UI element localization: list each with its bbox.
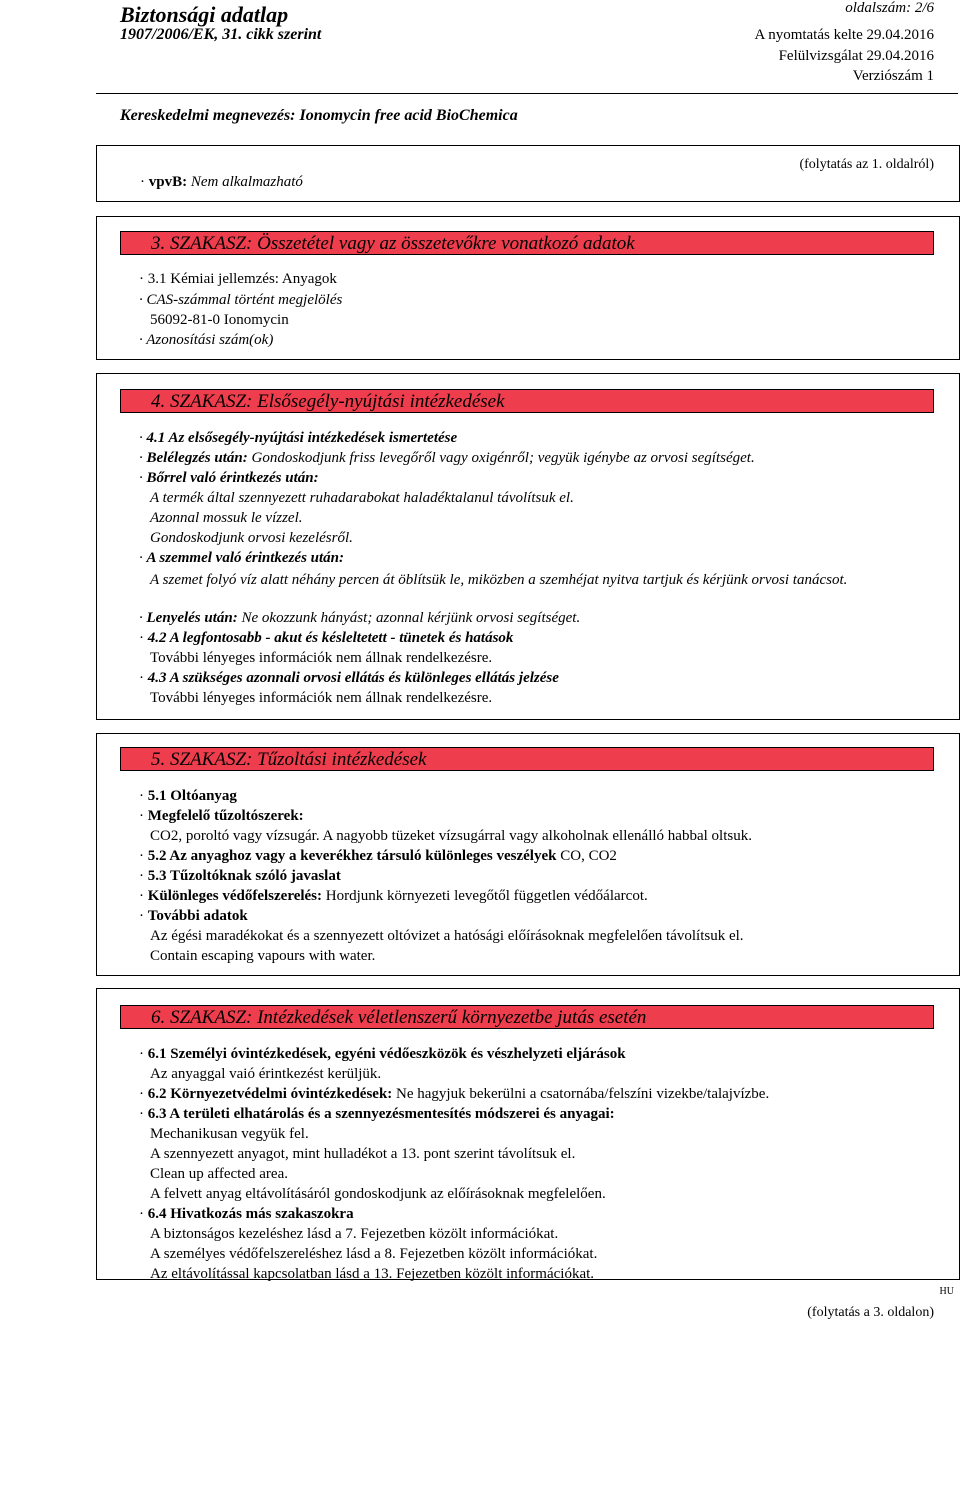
- cas-label: · CAS-számmal történt megjelölés: [139, 292, 343, 308]
- page-number: oldalszám: 2/6: [845, 0, 934, 16]
- section-6-4-text-3: Az eltávolítással kapcsolatban lásd a 13. Fejezetben közölt információkat.: [150, 1266, 595, 1282]
- language-code: HU: [939, 1286, 954, 1297]
- section-3-heading: 3. SZAKASZ: Összetétel vagy az összetevőkre vonatkozó adatok: [120, 231, 934, 255]
- section-5-2: · 5.2 Az anyaghoz vagy a keverékhez társuló különleges veszélyek CO, CO2: [139, 848, 617, 864]
- version-number: Verziószám 1: [852, 68, 934, 84]
- skin-contact-3: Gondoskodjunk orvosi kezelésről.: [150, 530, 353, 546]
- document-title: Biztonsági adatlap: [120, 2, 289, 27]
- eye-contact-text: A szemet folyó víz alatt néhány percen át öblítsük le, miközben a szemhéjat nyitva tartjuk és kérjünk orvosi tanácsot.: [150, 572, 848, 588]
- regulation-reference: 1907/2006/EK, 31. cikk szerint: [120, 26, 322, 43]
- eye-contact-label: · A szemmel való érintkezés után:: [139, 550, 345, 566]
- additional-info-1: Az égési maradékokat és a szennyezett oltóvizet a hatósági előírásoknak megfelelően távolítsuk el.: [150, 928, 744, 944]
- cas-entry: 56092-81-0 Ionomycin: [150, 312, 289, 328]
- section-5-3: · 5.3 Tűzoltóknak szóló javaslat: [139, 868, 341, 884]
- protective-equipment-line: · Különleges védőfelszerelés: Hordjunk környezeti levegőtől független védőálarcot.: [139, 888, 648, 904]
- section-6-heading: 6. SZAKASZ: Intézkedések véletlenszerű környezetbe jutás esetén: [120, 1005, 934, 1029]
- section-4-heading: 4. SZAKASZ: Elsősegély-nyújtási intézkedések: [120, 389, 934, 413]
- suitable-media-label: · Megfelelő tűzoltószerek:: [139, 808, 304, 824]
- header-divider: [96, 93, 958, 94]
- suitable-media-text: CO2, poroltó vagy vízsugár. A nagyobb tüzeket vízsugárral vagy alkoholnak ellenálló habbal oltsuk.: [150, 828, 752, 844]
- section-4-1: · 4.1 Az elsősegély-nyújtási intézkedések ismertetése: [139, 430, 458, 446]
- print-date: A nyomtatás kelte 29.04.2016: [754, 27, 934, 43]
- vpvb-line: · vpvB: Nem alkalmazható: [140, 174, 303, 190]
- section-6-2: · 6.2 Környezetvédelmi óvintézkedések: Ne hagyjuk bekerülni a csatornába/felszíni vizekbe/talajvízbe.: [139, 1086, 770, 1102]
- section-4-2-text: További lényeges információk nem állnak rendelkezésre.: [150, 650, 493, 666]
- section-5-heading: 5. SZAKASZ: Tűzoltási intézkedések: [120, 747, 934, 771]
- skin-contact-2: Azonnal mossuk le vízzel.: [150, 510, 303, 526]
- section-6-3: · 6.3 A területi elhatárolás és a szennyezésmentesítés módszerei és anyagai:: [139, 1106, 615, 1122]
- section-5-1: · 5.1 Oltóanyag: [139, 788, 237, 804]
- section-4-3: · 4.3 A szükséges azonnali orvosi ellátás és különleges ellátás jelzése: [139, 670, 559, 686]
- section-6-3-text-2: A szennyezett anyagot, mint hulladékot a 13. pont szerint távolítsuk el.: [150, 1146, 576, 1162]
- section-4-2: · 4.2 A legfontosabb - akut és késleltetett - tünetek és hatások: [139, 630, 514, 646]
- continued-from-note: (folytatás az 1. oldalról): [799, 157, 934, 172]
- continued-on-note: (folytatás a 3. oldalon): [807, 1305, 934, 1320]
- section-6-3-text-4: A felvett anyag eltávolításáról gondoskodjunk az előírásoknak megfelelően.: [150, 1186, 606, 1202]
- section-6-3-text-3: Clean up affected area.: [150, 1166, 288, 1182]
- section-4-3-text: További lényeges információk nem állnak rendelkezésre.: [150, 690, 493, 706]
- section-6-1: · 6.1 Személyi óvintézkedések, egyéni védőeszközök és vészhelyzeti eljárások: [139, 1046, 626, 1062]
- additional-info-label: · További adatok: [139, 908, 248, 924]
- additional-info-2: Contain escaping vapours with water.: [150, 948, 376, 964]
- skin-contact-1: A termék által szennyezett ruhadarabokat haladéktalanul távolítsuk el.: [150, 490, 574, 506]
- inhalation-line: · Belélegzés után: Gondoskodjunk friss levegőről vagy oxigénről; vegyük igénybe az orvosi segítséget.: [139, 450, 755, 466]
- section-6-4-text-2: A személyes védőfelszereléshez lásd a 8. Fejezetben közölt információkat.: [150, 1246, 598, 1262]
- skin-contact-label: · Bőrrel való érintkezés után:: [139, 470, 319, 486]
- section-3-1: · 3.1 Kémiai jellemzés: Anyagok: [139, 271, 337, 287]
- section-6-4: · 6.4 Hivatkozás más szakaszokra: [139, 1206, 354, 1222]
- identification-numbers: · Azonosítási szám(ok): [139, 332, 274, 348]
- revision-date: Felülvizsgálat 29.04.2016: [778, 48, 934, 64]
- section-6-1-text: Az anyaggal vaió érintkezést kerüljük.: [150, 1066, 382, 1082]
- section-6-4-text-1: A biztonságos kezeléshez lásd a 7. Fejezetben közölt információkat.: [150, 1226, 559, 1242]
- trade-name: Kereskedelmi megnevezés: Ionomycin free acid BioChemica: [120, 107, 518, 124]
- section-6-3-text-1: Mechanikusan vegyük fel.: [150, 1126, 309, 1142]
- ingestion-line: · Lenyelés után: Ne okozzunk hányást; azonnal kérjünk orvosi segítséget.: [139, 610, 581, 626]
